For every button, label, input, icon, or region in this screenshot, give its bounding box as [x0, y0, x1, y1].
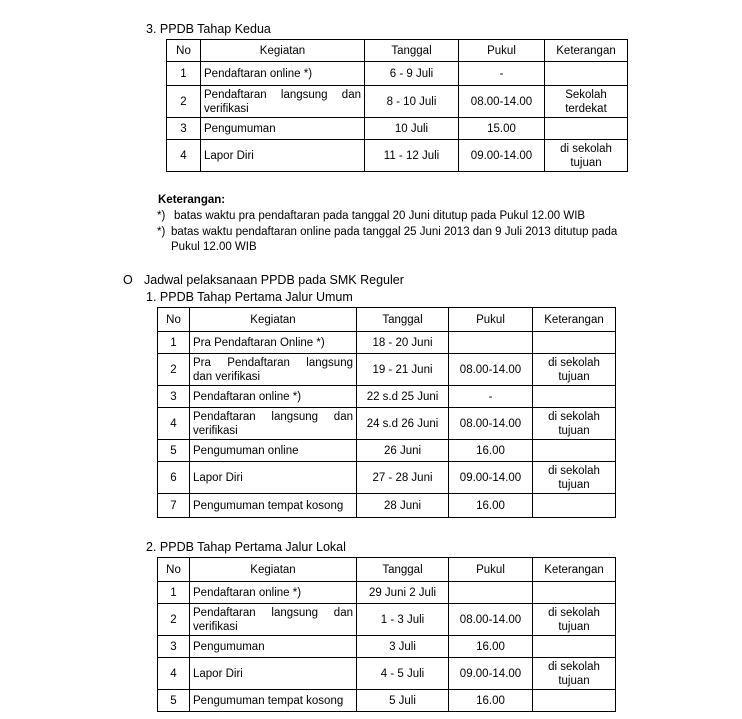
cell-kegiatan-text: Pengumuman [204, 122, 276, 135]
cell-kegiatan [190, 462, 357, 494]
header-no [167, 40, 201, 62]
cell-tanggal [357, 690, 449, 712]
table-jalur-lokal [157, 557, 616, 712]
cell-tanggal-text: 24 s.d 26 Juni [366, 417, 439, 430]
cell-tanggal-text: 22 s.d 25 Juni [366, 390, 439, 403]
cell-pukul [449, 636, 533, 658]
cell-kegiatan [190, 658, 357, 690]
table-jalur-umum [157, 307, 616, 518]
cell-tanggal-text: 10 Juli [394, 122, 429, 135]
cell-tanggal [357, 462, 449, 494]
cell-kegiatan [190, 494, 357, 518]
cell-kegiatan-text: Pendaftaran online *) [204, 67, 313, 80]
cell-kegiatan [201, 62, 365, 86]
smk-bullet: O [123, 273, 133, 287]
table-row [158, 690, 616, 712]
cell-kegiatan-text: Pendaftaran langsung dan [193, 410, 353, 423]
cell-keterangan [533, 440, 616, 462]
header-pukul [449, 558, 533, 582]
cell-kegiatan [201, 140, 365, 172]
cell-tanggal-text: 19 - 21 Juni [372, 363, 433, 376]
cell-no-text: 5 [170, 694, 177, 707]
cell-tanggal-text: 27 - 28 Juni [372, 471, 433, 484]
cell-pukul-text: 09.00-14.00 [459, 471, 522, 484]
cell-pukul [449, 332, 533, 354]
cell-tanggal-text: 26 Juni [383, 444, 422, 457]
cell-kegiatan [190, 582, 357, 604]
section-title-jalur-umum: 1. PPDB Tahap Pertama Jalur Umum [146, 290, 353, 304]
cell-tanggal [357, 658, 449, 690]
cell-tanggal-text: 3 Juli [389, 640, 416, 653]
cell-pukul-text: 08.00-14.00 [459, 417, 522, 430]
table-row [158, 408, 616, 440]
cell-kegiatan-text: Pendaftaran langsung dan [193, 606, 353, 619]
cell-keterangan-text-2: tujuan [558, 620, 590, 633]
cell-no [158, 690, 190, 712]
cell-no-text: 5 [170, 444, 177, 457]
cell-pukul [449, 386, 533, 408]
cell-pukul [459, 118, 545, 140]
cell-no-text: 2 [180, 95, 187, 108]
cell-keterangan-text: di sekolah [548, 410, 600, 423]
cell-no [158, 462, 190, 494]
header-kegiatan [190, 308, 357, 332]
cell-pukul-text: - [499, 67, 504, 80]
table-row [158, 440, 616, 462]
notes-title: Keterangan: [158, 194, 226, 206]
cell-pukul [449, 582, 533, 604]
cell-kegiatan-text: Pendaftaran online *) [193, 586, 302, 599]
cell-tanggal [357, 386, 449, 408]
note-text-1: batas waktu pra pendaftaran pada tanggal 20 Juni ditutup pada Pukul 12.00 WIB [174, 210, 586, 222]
cell-keterangan [533, 386, 616, 408]
cell-pukul-text: 16.00 [476, 640, 505, 653]
cell-pukul-text: 15.00 [487, 122, 516, 135]
cell-no-text: 2 [170, 613, 177, 626]
cell-kegiatan-text: Pra Pendaftaran langsung [193, 356, 353, 369]
table-row [158, 332, 616, 354]
cell-pukul-text: - [488, 390, 493, 403]
section-title-tahap-kedua: 3. PPDB Tahap Kedua [146, 22, 271, 36]
cell-tanggal [357, 408, 449, 440]
cell-no-text: 3 [180, 122, 187, 135]
cell-keterangan [533, 462, 616, 494]
cell-kegiatan-text: Pendaftaran langsung dan [204, 88, 361, 101]
cell-no-text: 4 [170, 667, 177, 680]
cell-keterangan [533, 494, 616, 518]
table-row [158, 604, 616, 636]
cell-kegiatan-text: Pengumuman [193, 640, 265, 653]
cell-keterangan-text-2: tujuan [570, 156, 602, 169]
cell-no-text: 6 [170, 471, 177, 484]
header-kegiatan [190, 558, 357, 582]
header-pukul-text: Pukul [487, 44, 516, 57]
cell-tanggal-text: 4 - 5 Juli [380, 667, 425, 680]
table-tahap-kedua [166, 39, 628, 172]
header-kegiatan-text: Kegiatan [250, 313, 296, 326]
cell-tanggal-text: 5 Juli [389, 694, 416, 707]
cell-keterangan-text-2: tujuan [558, 478, 590, 491]
cell-tanggal [357, 440, 449, 462]
cell-no [158, 494, 190, 518]
cell-kegiatan-text: Lapor Diri [193, 471, 243, 484]
cell-keterangan-text-2: tujuan [558, 370, 590, 383]
cell-tanggal-text: 6 - 9 Juli [389, 67, 434, 80]
cell-no [158, 582, 190, 604]
cell-no [158, 658, 190, 690]
table-row [158, 636, 616, 658]
header-pukul-text: Pukul [476, 313, 505, 326]
cell-no-text: 4 [170, 417, 177, 430]
header-no-text: No [166, 563, 181, 576]
cell-no [167, 118, 201, 140]
header-no-text: No [166, 313, 181, 326]
cell-kegiatan [201, 118, 365, 140]
cell-no [167, 62, 201, 86]
cell-no-text: 1 [180, 67, 187, 80]
header-keterangan [533, 558, 616, 582]
cell-tanggal [357, 582, 449, 604]
cell-tanggal [365, 86, 459, 118]
cell-no [158, 408, 190, 440]
cell-tanggal-text: 1 - 3 Juli [380, 613, 425, 626]
cell-tanggal [357, 636, 449, 658]
cell-keterangan [545, 86, 628, 118]
cell-keterangan [533, 690, 616, 712]
note-star-2: *) [157, 226, 166, 238]
cell-keterangan [533, 354, 616, 386]
cell-keterangan-text-2: tujuan [558, 424, 590, 437]
note-text-2-cont: Pukul 12.00 WIB [171, 241, 257, 253]
cell-keterangan [545, 140, 628, 172]
cell-tanggal [365, 118, 459, 140]
header-pukul-text: Pukul [476, 563, 505, 576]
table-header-row [167, 40, 628, 62]
cell-keterangan-text-2: terdekat [565, 102, 607, 115]
cell-keterangan-text: di sekolah [548, 356, 600, 369]
cell-pukul [449, 494, 533, 518]
cell-tanggal [365, 140, 459, 172]
cell-pukul [449, 658, 533, 690]
cell-pukul-text: 16.00 [476, 444, 505, 457]
cell-pukul [459, 140, 545, 172]
cell-keterangan-text-2: tujuan [558, 674, 590, 687]
cell-keterangan [545, 118, 628, 140]
cell-tanggal [357, 354, 449, 386]
cell-kegiatan [190, 604, 357, 636]
cell-keterangan [533, 332, 616, 354]
cell-kegiatan-text-2: verifikasi [204, 102, 249, 115]
header-tanggal [357, 558, 449, 582]
header-no-text: No [176, 44, 191, 57]
cell-keterangan [533, 408, 616, 440]
table-row [158, 494, 616, 518]
cell-keterangan-text: di sekolah [560, 142, 612, 155]
cell-pukul [449, 462, 533, 494]
cell-pukul-text: 09.00-14.00 [470, 149, 533, 162]
cell-kegiatan-text: Pendaftaran online *) [193, 390, 302, 403]
cell-tanggal-text: 28 Juni [383, 499, 422, 512]
cell-tanggal-text: 18 - 20 Juni [372, 336, 433, 349]
cell-kegiatan [190, 636, 357, 658]
header-kegiatan [201, 40, 365, 62]
cell-kegiatan [190, 332, 357, 354]
cell-pukul-text: 08.00-14.00 [459, 363, 522, 376]
table-header-row [158, 558, 616, 582]
cell-no [167, 140, 201, 172]
cell-pukul-text: 08.00-14.00 [470, 95, 533, 108]
cell-no [158, 354, 190, 386]
cell-no-text: 2 [170, 363, 177, 376]
header-kegiatan-text: Kegiatan [250, 563, 296, 576]
cell-kegiatan-text: Pengumuman tempat kosong [193, 499, 344, 512]
cell-kegiatan-text: Pra Pendaftaran Online *) [193, 336, 325, 349]
header-no [158, 308, 190, 332]
cell-tanggal-text: 11 - 12 Juli [383, 149, 440, 162]
cell-tanggal [357, 494, 449, 518]
table-row [158, 386, 616, 408]
cell-keterangan [533, 604, 616, 636]
cell-kegiatan-text-2: verifikasi [193, 424, 238, 437]
cell-no [158, 440, 190, 462]
note-text-2: batas waktu pendaftaran online pada tanggal 25 Juni 2013 dan 9 Juli 2013 ditutup pada [171, 226, 618, 238]
cell-no-text: 1 [170, 586, 177, 599]
header-tanggal-text: Tanggal [382, 563, 423, 576]
cell-tanggal-text: 8 - 10 Juli [386, 95, 437, 108]
cell-keterangan-text: di sekolah [548, 464, 600, 477]
cell-no [158, 332, 190, 354]
header-keterangan [533, 308, 616, 332]
note-star-1: *) [157, 210, 166, 222]
header-tanggal-text: Tanggal [382, 313, 423, 326]
cell-no [167, 86, 201, 118]
cell-keterangan [533, 658, 616, 690]
cell-kegiatan-text: Lapor Diri [204, 149, 254, 162]
cell-no-text: 3 [170, 390, 177, 403]
cell-kegiatan-text-2: verifikasi [193, 620, 238, 633]
cell-pukul [449, 440, 533, 462]
table-row [167, 140, 628, 172]
cell-kegiatan [190, 408, 357, 440]
cell-no [158, 636, 190, 658]
header-keterangan-text: Keterangan [544, 563, 604, 576]
header-tanggal-text: Tanggal [391, 44, 432, 57]
cell-no-text: 7 [170, 499, 177, 512]
cell-kegiatan [190, 440, 357, 462]
cell-no [158, 604, 190, 636]
cell-no [158, 386, 190, 408]
cell-pukul [449, 604, 533, 636]
header-pukul [459, 40, 545, 62]
table-row [158, 462, 616, 494]
cell-kegiatan [190, 386, 357, 408]
cell-pukul [449, 354, 533, 386]
cell-kegiatan [190, 354, 357, 386]
cell-pukul [459, 86, 545, 118]
cell-kegiatan-text-2: dan verifikasi [193, 370, 261, 383]
header-kegiatan-text: Kegiatan [259, 44, 306, 57]
cell-no-text: 4 [180, 149, 187, 162]
cell-kegiatan-text: Lapor Diri [193, 667, 243, 680]
cell-kegiatan-text: Pengumuman online [193, 444, 299, 457]
table-row [158, 354, 616, 386]
header-no [158, 558, 190, 582]
cell-kegiatan [201, 86, 365, 118]
cell-pukul [449, 690, 533, 712]
cell-tanggal [365, 62, 459, 86]
table-row [158, 582, 616, 604]
cell-keterangan-text: di sekolah [548, 606, 600, 619]
cell-pukul-text: 16.00 [476, 499, 505, 512]
cell-pukul [449, 408, 533, 440]
table-row [158, 658, 616, 690]
cell-pukul-text: 09.00-14.00 [459, 667, 522, 680]
header-pukul [449, 308, 533, 332]
header-keterangan-text: Keterangan [544, 313, 604, 326]
cell-tanggal [357, 332, 449, 354]
table-row [167, 86, 628, 118]
cell-keterangan-text: di sekolah [548, 660, 600, 673]
cell-pukul-text: 16.00 [476, 694, 505, 707]
cell-tanggal-text: 29 Juni 2 Juli [368, 586, 437, 599]
cell-keterangan [533, 636, 616, 658]
cell-pukul [459, 62, 545, 86]
cell-tanggal [357, 604, 449, 636]
cell-no-text: 1 [170, 336, 177, 349]
section-title-jalur-lokal: 2. PPDB Tahap Pertama Jalur Lokal [146, 540, 346, 554]
table-header-row [158, 308, 616, 332]
cell-pukul-text: 08.00-14.00 [459, 613, 522, 626]
cell-no-text: 3 [170, 640, 177, 653]
smk-title: Jadwal pelaksanaan PPDB pada SMK Reguler [144, 273, 404, 287]
cell-keterangan-text: Sekolah [565, 88, 607, 101]
header-tanggal [357, 308, 449, 332]
header-tanggal [365, 40, 459, 62]
table-row [167, 62, 628, 86]
cell-keterangan [533, 582, 616, 604]
cell-kegiatan-text: Pengumuman tempat kosong [193, 694, 344, 707]
header-keterangan [545, 40, 628, 62]
cell-kegiatan [190, 690, 357, 712]
cell-keterangan [545, 62, 628, 86]
header-keterangan-text: Keterangan [556, 44, 616, 57]
table-row [167, 118, 628, 140]
